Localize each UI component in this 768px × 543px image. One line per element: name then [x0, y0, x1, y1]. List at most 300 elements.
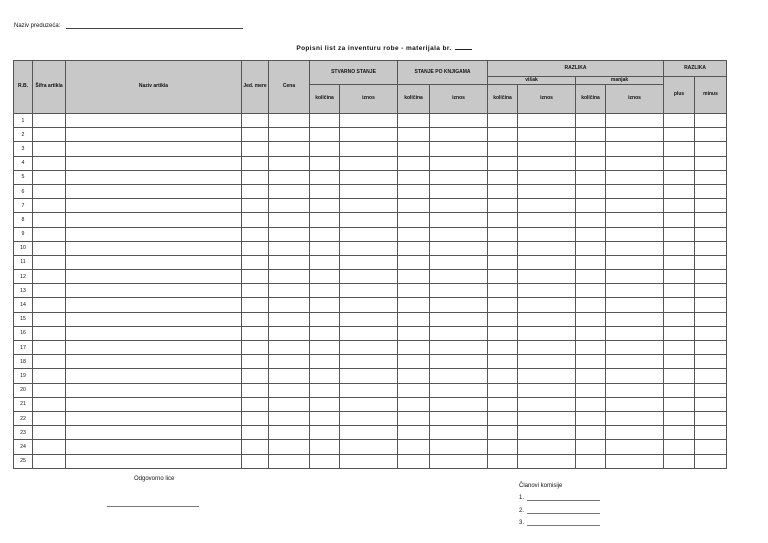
table-cell[interactable]: [695, 199, 727, 213]
table-cell[interactable]: [576, 114, 606, 128]
table-cell[interactable]: [66, 397, 242, 411]
table-cell[interactable]: [695, 255, 727, 269]
table-cell[interactable]: [269, 213, 310, 227]
table-cell[interactable]: [576, 369, 606, 383]
table-cell[interactable]: [430, 270, 488, 284]
table-cell[interactable]: [269, 128, 310, 142]
table-cell[interactable]: [430, 440, 488, 454]
table-cell[interactable]: [269, 312, 310, 326]
table-cell[interactable]: [606, 227, 664, 241]
table-cell[interactable]: [488, 241, 518, 255]
table-cell[interactable]: [664, 454, 695, 468]
table-cell[interactable]: [518, 213, 576, 227]
table-cell[interactable]: [340, 255, 398, 269]
table-cell[interactable]: [695, 369, 727, 383]
table-cell[interactable]: [242, 383, 269, 397]
table-cell[interactable]: [606, 383, 664, 397]
table-cell[interactable]: [488, 397, 518, 411]
table-cell[interactable]: [518, 369, 576, 383]
table-cell[interactable]: [398, 128, 430, 142]
table-cell[interactable]: [398, 341, 430, 355]
table-cell[interactable]: [398, 114, 430, 128]
table-cell[interactable]: [340, 426, 398, 440]
table-cell[interactable]: [606, 369, 664, 383]
table-cell[interactable]: [66, 383, 242, 397]
table-cell[interactable]: [269, 298, 310, 312]
table-cell[interactable]: [398, 312, 430, 326]
table-cell[interactable]: [398, 227, 430, 241]
table-cell[interactable]: [430, 142, 488, 156]
table-cell[interactable]: [33, 397, 66, 411]
table-cell[interactable]: [488, 298, 518, 312]
table-cell[interactable]: [242, 411, 269, 425]
table-cell[interactable]: [398, 184, 430, 198]
table-cell[interactable]: [33, 454, 66, 468]
table-cell[interactable]: [66, 128, 242, 142]
table-cell[interactable]: [488, 411, 518, 425]
table-cell[interactable]: [518, 383, 576, 397]
table-cell[interactable]: [398, 270, 430, 284]
table-cell[interactable]: [340, 454, 398, 468]
table-cell[interactable]: [340, 142, 398, 156]
table-cell[interactable]: [576, 326, 606, 340]
table-cell[interactable]: [33, 213, 66, 227]
table-cell[interactable]: [398, 199, 430, 213]
table-cell[interactable]: [576, 397, 606, 411]
table-cell[interactable]: [518, 312, 576, 326]
table-cell[interactable]: [33, 369, 66, 383]
table-cell[interactable]: [695, 355, 727, 369]
table-cell[interactable]: [430, 341, 488, 355]
table-cell[interactable]: [664, 298, 695, 312]
table-cell[interactable]: [310, 156, 340, 170]
table-cell[interactable]: [606, 298, 664, 312]
table-cell[interactable]: [606, 156, 664, 170]
table-cell[interactable]: [269, 156, 310, 170]
table-cell[interactable]: [310, 312, 340, 326]
table-cell[interactable]: [518, 170, 576, 184]
table-cell[interactable]: [664, 411, 695, 425]
table-cell[interactable]: [576, 440, 606, 454]
table-cell[interactable]: [518, 341, 576, 355]
table-cell[interactable]: [576, 341, 606, 355]
list-number-line[interactable]: [455, 49, 472, 50]
table-cell[interactable]: [518, 284, 576, 298]
table-cell[interactable]: [664, 156, 695, 170]
table-cell[interactable]: [518, 298, 576, 312]
table-cell[interactable]: [310, 440, 340, 454]
responsible-signature-line[interactable]: [107, 506, 199, 507]
table-cell[interactable]: [695, 326, 727, 340]
table-cell[interactable]: [33, 184, 66, 198]
table-cell[interactable]: [269, 411, 310, 425]
table-cell[interactable]: [518, 411, 576, 425]
table-cell[interactable]: [518, 397, 576, 411]
table-cell[interactable]: [695, 284, 727, 298]
table-cell[interactable]: [664, 326, 695, 340]
table-cell[interactable]: [66, 255, 242, 269]
table-cell[interactable]: [33, 255, 66, 269]
table-cell[interactable]: [430, 156, 488, 170]
table-cell[interactable]: [606, 270, 664, 284]
table-cell[interactable]: [33, 114, 66, 128]
table-cell[interactable]: [488, 383, 518, 397]
table-cell[interactable]: [430, 199, 488, 213]
table-cell[interactable]: [66, 369, 242, 383]
table-cell[interactable]: [340, 341, 398, 355]
table-cell[interactable]: [398, 156, 430, 170]
table-cell[interactable]: [518, 114, 576, 128]
table-cell[interactable]: [340, 397, 398, 411]
table-cell[interactable]: [576, 312, 606, 326]
table-cell[interactable]: [488, 270, 518, 284]
table-cell[interactable]: [340, 114, 398, 128]
table-cell[interactable]: [606, 284, 664, 298]
table-cell[interactable]: [66, 156, 242, 170]
table-cell[interactable]: [695, 383, 727, 397]
table-cell[interactable]: [488, 142, 518, 156]
table-cell[interactable]: [242, 326, 269, 340]
table-cell[interactable]: [695, 156, 727, 170]
table-cell[interactable]: [488, 440, 518, 454]
table-cell[interactable]: [430, 114, 488, 128]
table-cell[interactable]: [66, 426, 242, 440]
table-cell[interactable]: [269, 255, 310, 269]
table-cell[interactable]: [606, 355, 664, 369]
table-cell[interactable]: [242, 199, 269, 213]
table-cell[interactable]: [488, 454, 518, 468]
table-cell[interactable]: [310, 284, 340, 298]
table-cell[interactable]: [242, 440, 269, 454]
table-cell[interactable]: [310, 426, 340, 440]
table-cell[interactable]: [576, 355, 606, 369]
table-cell[interactable]: [488, 255, 518, 269]
table-cell[interactable]: [606, 454, 664, 468]
table-cell[interactable]: [695, 312, 727, 326]
table-cell[interactable]: [242, 341, 269, 355]
table-cell[interactable]: [33, 142, 66, 156]
table-cell[interactable]: [310, 128, 340, 142]
table-cell[interactable]: [606, 440, 664, 454]
table-cell[interactable]: [606, 426, 664, 440]
table-cell[interactable]: [242, 156, 269, 170]
table-cell[interactable]: [488, 284, 518, 298]
table-cell[interactable]: [33, 128, 66, 142]
table-cell[interactable]: [695, 128, 727, 142]
table-cell[interactable]: [576, 255, 606, 269]
table-cell[interactable]: [664, 128, 695, 142]
table-cell[interactable]: [33, 312, 66, 326]
table-cell[interactable]: [398, 284, 430, 298]
table-cell[interactable]: [310, 114, 340, 128]
table-cell[interactable]: [310, 184, 340, 198]
table-cell[interactable]: [398, 411, 430, 425]
table-cell[interactable]: [488, 170, 518, 184]
table-cell[interactable]: [518, 241, 576, 255]
table-cell[interactable]: [606, 199, 664, 213]
member-signature-line[interactable]: [527, 519, 600, 526]
table-cell[interactable]: [664, 312, 695, 326]
table-cell[interactable]: [606, 213, 664, 227]
table-cell[interactable]: [66, 454, 242, 468]
table-cell[interactable]: [33, 341, 66, 355]
table-cell[interactable]: [695, 397, 727, 411]
table-cell[interactable]: [695, 114, 727, 128]
table-cell[interactable]: [398, 355, 430, 369]
table-cell[interactable]: [430, 241, 488, 255]
table-cell[interactable]: [488, 156, 518, 170]
table-cell[interactable]: [340, 326, 398, 340]
company-name-line[interactable]: [66, 20, 243, 29]
table-cell[interactable]: [66, 326, 242, 340]
table-cell[interactable]: [430, 170, 488, 184]
table-cell[interactable]: [66, 213, 242, 227]
table-cell[interactable]: [430, 426, 488, 440]
table-cell[interactable]: [66, 170, 242, 184]
table-cell[interactable]: [398, 326, 430, 340]
table-cell[interactable]: [398, 241, 430, 255]
table-cell[interactable]: [664, 199, 695, 213]
table-cell[interactable]: [310, 241, 340, 255]
table-cell[interactable]: [518, 326, 576, 340]
table-cell[interactable]: [695, 454, 727, 468]
table-cell[interactable]: [664, 369, 695, 383]
table-cell[interactable]: [398, 369, 430, 383]
table-cell[interactable]: [606, 411, 664, 425]
table-cell[interactable]: [695, 411, 727, 425]
table-cell[interactable]: [664, 270, 695, 284]
table-cell[interactable]: [576, 184, 606, 198]
table-cell[interactable]: [695, 298, 727, 312]
table-cell[interactable]: [576, 128, 606, 142]
table-cell[interactable]: [269, 270, 310, 284]
table-cell[interactable]: [269, 170, 310, 184]
table-cell[interactable]: [398, 383, 430, 397]
table-cell[interactable]: [398, 142, 430, 156]
table-cell[interactable]: [66, 142, 242, 156]
member-signature-line[interactable]: [527, 507, 600, 514]
table-cell[interactable]: [310, 199, 340, 213]
table-cell[interactable]: [664, 114, 695, 128]
table-cell[interactable]: [66, 298, 242, 312]
table-cell[interactable]: [576, 426, 606, 440]
table-cell[interactable]: [606, 341, 664, 355]
table-cell[interactable]: [340, 213, 398, 227]
table-cell[interactable]: [398, 298, 430, 312]
table-cell[interactable]: [488, 369, 518, 383]
table-cell[interactable]: [33, 426, 66, 440]
table-cell[interactable]: [488, 355, 518, 369]
table-cell[interactable]: [242, 142, 269, 156]
table-cell[interactable]: [576, 213, 606, 227]
table-cell[interactable]: [576, 227, 606, 241]
table-cell[interactable]: [430, 454, 488, 468]
table-cell[interactable]: [340, 355, 398, 369]
table-cell[interactable]: [518, 270, 576, 284]
table-cell[interactable]: [576, 454, 606, 468]
table-cell[interactable]: [576, 411, 606, 425]
table-cell[interactable]: [310, 213, 340, 227]
table-cell[interactable]: [269, 241, 310, 255]
table-cell[interactable]: [33, 298, 66, 312]
table-cell[interactable]: [66, 241, 242, 255]
table-cell[interactable]: [518, 128, 576, 142]
table-cell[interactable]: [310, 454, 340, 468]
table-cell[interactable]: [66, 114, 242, 128]
table-cell[interactable]: [340, 128, 398, 142]
table-cell[interactable]: [310, 227, 340, 241]
table-cell[interactable]: [33, 440, 66, 454]
table-cell[interactable]: [695, 426, 727, 440]
table-cell[interactable]: [488, 326, 518, 340]
table-cell[interactable]: [430, 411, 488, 425]
table-cell[interactable]: [664, 284, 695, 298]
table-cell[interactable]: [33, 170, 66, 184]
table-cell[interactable]: [664, 440, 695, 454]
table-cell[interactable]: [664, 341, 695, 355]
member-signature-line[interactable]: [527, 494, 600, 501]
table-cell[interactable]: [695, 440, 727, 454]
table-cell[interactable]: [242, 369, 269, 383]
table-cell[interactable]: [518, 156, 576, 170]
table-cell[interactable]: [664, 426, 695, 440]
table-cell[interactable]: [310, 369, 340, 383]
table-cell[interactable]: [242, 284, 269, 298]
table-cell[interactable]: [576, 284, 606, 298]
table-cell[interactable]: [269, 355, 310, 369]
table-cell[interactable]: [33, 227, 66, 241]
table-cell[interactable]: [576, 270, 606, 284]
table-cell[interactable]: [430, 255, 488, 269]
table-cell[interactable]: [430, 128, 488, 142]
table-cell[interactable]: [340, 270, 398, 284]
table-cell[interactable]: [488, 128, 518, 142]
table-cell[interactable]: [488, 426, 518, 440]
table-cell[interactable]: [606, 312, 664, 326]
table-cell[interactable]: [576, 298, 606, 312]
table-cell[interactable]: [242, 128, 269, 142]
table-cell[interactable]: [518, 142, 576, 156]
table-cell[interactable]: [33, 355, 66, 369]
table-cell[interactable]: [242, 312, 269, 326]
table-cell[interactable]: [66, 440, 242, 454]
table-cell[interactable]: [430, 227, 488, 241]
table-cell[interactable]: [340, 383, 398, 397]
table-cell[interactable]: [488, 227, 518, 241]
table-cell[interactable]: [664, 383, 695, 397]
table-cell[interactable]: [33, 326, 66, 340]
table-cell[interactable]: [33, 241, 66, 255]
table-cell[interactable]: [310, 411, 340, 425]
table-cell[interactable]: [242, 213, 269, 227]
table-cell[interactable]: [340, 241, 398, 255]
table-cell[interactable]: [606, 170, 664, 184]
table-cell[interactable]: [518, 440, 576, 454]
table-cell[interactable]: [242, 270, 269, 284]
table-cell[interactable]: [33, 284, 66, 298]
table-cell[interactable]: [310, 383, 340, 397]
table-cell[interactable]: [576, 199, 606, 213]
table-cell[interactable]: [430, 383, 488, 397]
table-cell[interactable]: [66, 184, 242, 198]
table-cell[interactable]: [242, 397, 269, 411]
table-cell[interactable]: [695, 227, 727, 241]
table-cell[interactable]: [33, 411, 66, 425]
table-cell[interactable]: [66, 270, 242, 284]
table-cell[interactable]: [488, 199, 518, 213]
table-cell[interactable]: [269, 383, 310, 397]
table-cell[interactable]: [430, 326, 488, 340]
table-cell[interactable]: [340, 156, 398, 170]
table-cell[interactable]: [310, 170, 340, 184]
table-cell[interactable]: [66, 355, 242, 369]
table-cell[interactable]: [606, 241, 664, 255]
table-cell[interactable]: [242, 170, 269, 184]
table-cell[interactable]: [606, 142, 664, 156]
table-cell[interactable]: [576, 142, 606, 156]
table-cell[interactable]: [269, 397, 310, 411]
table-cell[interactable]: [269, 184, 310, 198]
table-cell[interactable]: [66, 227, 242, 241]
table-cell[interactable]: [695, 270, 727, 284]
table-cell[interactable]: [340, 411, 398, 425]
table-cell[interactable]: [269, 341, 310, 355]
table-cell[interactable]: [310, 397, 340, 411]
table-cell[interactable]: [242, 255, 269, 269]
table-cell[interactable]: [488, 184, 518, 198]
table-cell[interactable]: [576, 383, 606, 397]
table-cell[interactable]: [488, 341, 518, 355]
table-cell[interactable]: [606, 255, 664, 269]
table-cell[interactable]: [606, 128, 664, 142]
table-cell[interactable]: [430, 397, 488, 411]
table-cell[interactable]: [518, 255, 576, 269]
table-cell[interactable]: [33, 199, 66, 213]
table-cell[interactable]: [606, 397, 664, 411]
table-cell[interactable]: [430, 184, 488, 198]
table-cell[interactable]: [33, 156, 66, 170]
table-cell[interactable]: [310, 270, 340, 284]
table-cell[interactable]: [310, 142, 340, 156]
table-cell[interactable]: [430, 298, 488, 312]
table-cell[interactable]: [695, 213, 727, 227]
table-cell[interactable]: [340, 227, 398, 241]
table-cell[interactable]: [242, 184, 269, 198]
table-cell[interactable]: [269, 369, 310, 383]
table-cell[interactable]: [269, 114, 310, 128]
table-cell[interactable]: [518, 355, 576, 369]
table-cell[interactable]: [398, 454, 430, 468]
table-cell[interactable]: [398, 426, 430, 440]
table-cell[interactable]: [269, 426, 310, 440]
table-cell[interactable]: [340, 369, 398, 383]
table-cell[interactable]: [664, 213, 695, 227]
table-cell[interactable]: [269, 440, 310, 454]
table-cell[interactable]: [66, 411, 242, 425]
table-cell[interactable]: [606, 114, 664, 128]
table-cell[interactable]: [269, 199, 310, 213]
table-cell[interactable]: [66, 341, 242, 355]
table-cell[interactable]: [310, 355, 340, 369]
table-cell[interactable]: [695, 241, 727, 255]
table-cell[interactable]: [664, 241, 695, 255]
table-cell[interactable]: [242, 241, 269, 255]
table-cell[interactable]: [340, 298, 398, 312]
table-cell[interactable]: [664, 184, 695, 198]
table-cell[interactable]: [340, 440, 398, 454]
table-cell[interactable]: [269, 227, 310, 241]
table-cell[interactable]: [576, 241, 606, 255]
